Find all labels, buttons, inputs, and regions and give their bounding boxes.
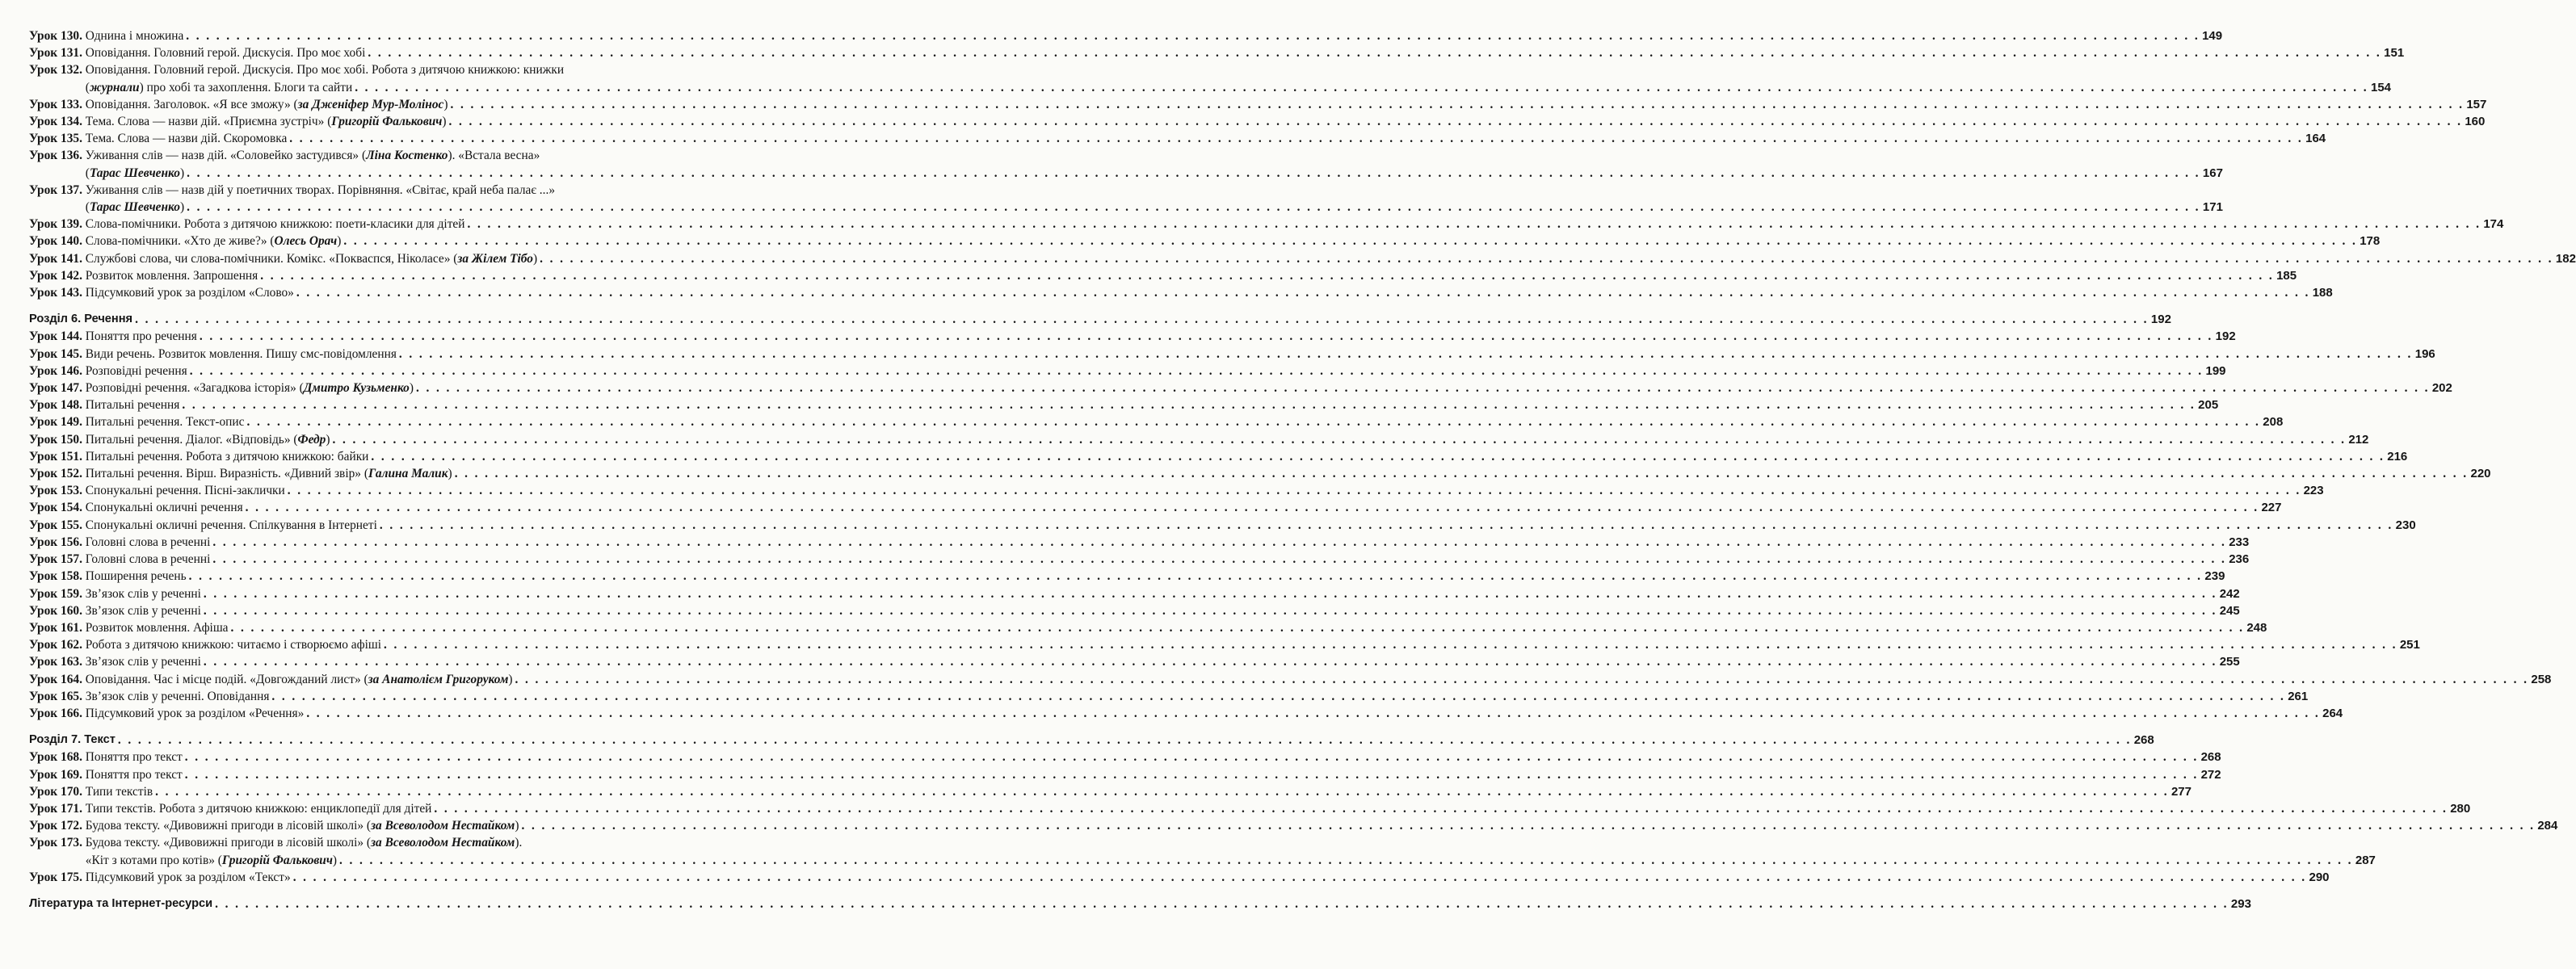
entry-title-line: Будова тексту. «Дивовижні пригоди в лісовій школі» (за Всеволодом Нестайком). [85, 836, 523, 850]
lesson-number: Урок 173. [29, 836, 86, 850]
entry-title-line: Види речень. Розвиток мовлення. Пишу смс-повідомлення [85, 346, 397, 361]
entry-title-line: Питальні речення. Текст-опис [85, 415, 245, 430]
author-name: журнали [89, 80, 140, 94]
section-gap [29, 301, 824, 311]
dot-leader: . . . . . . . . . . . . . . . . . . . . . . . . . . . . . . . . . . . . . . . . . . . . . . . . . . . . . . . . . . . . . . . . . . . . . . . . . . . . . . . . . . . . . . . . . . . . . . . . . . . . . . . . . . . . . . . . . . . . . . . . . . . . . . . . . . . . . . . . . . . . . . . . . . . . . . . . . . . . . . . . . . . . . . . . . . . . . . . . . . . . . . . . . . . . . . . . . . . . . . . . [182, 398, 2196, 413]
toc-entry [29, 766, 2221, 783]
lesson-number: Урок 145. [29, 346, 86, 361]
author-name: Григорій Фалькович [331, 115, 443, 129]
page-number: 290 [2309, 870, 2330, 884]
page-number: 220 [2470, 467, 2491, 481]
page-number: 149 [2202, 29, 2223, 43]
toc-entry [29, 653, 2240, 670]
entry-title-line: Зв’язок слів у реченні [85, 655, 201, 669]
page-number: 178 [2360, 234, 2381, 249]
toc-entry [29, 568, 2225, 585]
entry-title-line: Спонукальні речення. Пісні-заклички [85, 484, 285, 498]
toc-entry [29, 482, 2324, 499]
entry-title-line: Головні слова в реченні [85, 552, 211, 567]
entry-title-line: Питальні речення. Вірш. Виразність. «Дивний звір» (Галина Малик) [85, 467, 452, 481]
dot-leader: . . . . . . . . . . . . . . . . . . . . . . . . . . . . . . . . . . . . . . . . . . . . . . . . . . . . . . . . . . . . . . . . . . . . . . . . . . . . . . . . . . . . . . . . . . . . . . . . . . . . . . . . . . . . . . . . . . . . . . . . . . . . . . . . . . . . . . . . . . . . . . . . . . . . . . . . . . . . . . . . . . . . . . . . . . . . . . . . . . . . . . . . . . . . . . . . . . . . . . . . [416, 381, 2430, 396]
page-number: 174 [2483, 217, 2504, 232]
toc-entry [29, 233, 2381, 250]
dot-leader: . . . . . . . . . . . . . . . . . . . . . . . . . . . . . . . . . . . . . . . . . . . . . . . . . . . . . . . . . . . . . . . . . . . . . . . . . . . . . . . . . . . . . . . . . . . . . . . . . . . . . . . . . . . . . . . . . . . . . . . . . . . . . . . . . . . . . . . . . . . . . . . . . . . . . . . . . . . . . . . . . . . . . . . . . . . . . . . . . . . . . . . . . . . . . . . . . . . . . . . . [135, 313, 2149, 327]
dot-leader: . . . . . . . . . . . . . . . . . . . . . . . . . . . . . . . . . . . . . . . . . . . . . . . . . . . . . . . . . . . . . . . . . . . . . . . . . . . . . . . . . . . . . . . . . . . . . . . . . . . . . . . . . . . . . . . . . . . . . . . . . . . . . . . . . . . . . . . . . . . . . . . . . . . . . . . . . . . . . . . . . . . . . . . . . . . . . . . . . . . . . . . . . . . . . . . . . . . . . . . . [203, 603, 2217, 618]
page-number: 182 [2555, 251, 2576, 266]
page-number: 233 [2229, 535, 2250, 549]
page-number: 157 [2466, 97, 2487, 111]
author-name: Олесь Орач [274, 234, 338, 249]
author-name: Ліна Костенко [366, 149, 448, 163]
dot-leader: . . . . . . . . . . . . . . . . . . . . . . . . . . . . . . . . . . . . . . . . . . . . . . . . . . . . . . . . . . . . . . . . . . . . . . . . . . . . . . . . . . . . . . . . . . . . . . . . . . . . . . . . . . . . . . . . . . . . . . . . . . . . . . . . . . . . . . . . . . . . . . . . . . . . . . . . . . . . . . . . . . . . . . . . . . . . . . . . . . . . . . . . . . . . . . . . . . . . . . . . [339, 853, 2353, 867]
lesson-number: Урок 156. [29, 535, 86, 549]
lesson-number: Урок 165. [29, 689, 86, 703]
entry-title-line: Тема. Слова — назви дій. Скоромовка [85, 132, 288, 146]
dot-leader: . . . . . . . . . . . . . . . . . . . . . . . . . . . . . . . . . . . . . . . . . . . . . . . . . . . . . . . . . . . . . . . . . . . . . . . . . . . . . . . . . . . . . . . . . . . . . . . . . . . . . . . . . . . . . . . . . . . . . . . . . . . . . . . . . . . . . . . . . . . . . . . . . . . . . . . . . . . . . . . . . . . . . . . . . . . . . . . . . . . . . . . . . . . . . . . . . . . . . . . . [434, 801, 2448, 816]
dot-leader: . . . . . . . . . . . . . . . . . . . . . . . . . . . . . . . . . . . . . . . . . . . . . . . . . . . . . . . . . . . . . . . . . . . . . . . . . . . . . . . . . . . . . . . . . . . . . . . . . . . . . . . . . . . . . . . . . . . . . . . . . . . . . . . . . . . . . . . . . . . . . . . . . . . . . . . . . . . . . . . . . . . . . . . . . . . . . . . . . . . . . . . . . . . . . . . . . . . . . . . . [292, 870, 2307, 884]
lesson-number: Урок 134. [29, 115, 86, 129]
page-number: 287 [2355, 853, 2376, 867]
lesson-number: Урок 160. [29, 603, 86, 618]
page-number: 245 [2219, 603, 2240, 618]
entry-title-line: Оповідання. Заголовок. «Я все зможу» (за Дженіфер Мур-Молінос) [85, 97, 448, 111]
entry-title-line: Розповідні речення. «Загадкова історія» (Дмитро Кузьменко) [85, 381, 414, 396]
page-number: 230 [2395, 518, 2416, 532]
author-name: за Дженіфер Мур-Молінос [297, 97, 444, 111]
dot-leader: . . . . . . . . . . . . . . . . . . . . . . . . . . . . . . . . . . . . . . . . . . . . . . . . . . . . . . . . . . . . . . . . . . . . . . . . . . . . . . . . . . . . . . . . . . . . . . . . . . . . . . . . . . . . . . . . . . . . . . . . . . . . . . . . . . . . . . . . . . . . . . . . . . . . . . . . . . . . . . . . . . . . . . . . . . . . . . . . . . . . . . . . . . . . . . . . . . . . . . . . [515, 672, 2529, 686]
entry-title-line: Поняття про текст [85, 767, 183, 782]
dot-leader: . . . . . . . . . . . . . . . . . . . . . . . . . . . . . . . . . . . . . . . . . . . . . . . . . . . . . . . . . . . . . . . . . . . . . . . . . . . . . . . . . . . . . . . . . . . . . . . . . . . . . . . . . . . . . . . . . . . . . . . . . . . . . . . . . . . . . . . . . . . . . . . . . . . . . . . . . . . . . . . . . . . . . . . . . . . . . . . . . . . . . . . . . . . . . . . . . . . . . . . . [189, 363, 2204, 378]
lesson-number: Урок 155. [29, 518, 86, 532]
page-number: 284 [2537, 819, 2558, 833]
page-number: 268 [2200, 750, 2221, 765]
dot-leader: . . . . . . . . . . . . . . . . . . . . . . . . . . . . . . . . . . . . . . . . . . . . . . . . . . . . . . . . . . . . . . . . . . . . . . . . . . . . . . . . . . . . . . . . . . . . . . . . . . . . . . . . . . . . . . . . . . . . . . . . . . . . . . . . . . . . . . . . . . . . . . . . . . . . . . . . . . . . . . . . . . . . . . . . . . . . . . . . . . . . . . . . . . . . . . . . . . . . . . . . [271, 689, 2286, 703]
entry-title-line: Розвиток мовлення. Запрошення [85, 268, 258, 283]
toc-entry [29, 380, 2452, 396]
author-name: за Всеволодом Нестайком [371, 819, 515, 833]
lesson-number: Урок 168. [29, 750, 86, 765]
toc-entry [29, 44, 2405, 61]
entry-title-line: Спонукальні окличні речення [85, 501, 243, 515]
lesson-number: Урок 146. [29, 363, 86, 378]
section-title: Література та Інтернет-ресурси [29, 896, 213, 910]
toc-entry [29, 517, 2416, 534]
page-number: 167 [2202, 166, 2223, 180]
toc-entry [29, 328, 2236, 345]
lesson-number: Урок 136. [29, 149, 86, 163]
lesson-number: Урок 162. [29, 638, 86, 652]
lesson-number: Урок 169. [29, 767, 86, 782]
dot-leader: . . . . . . . . . . . . . . . . . . . . . . . . . . . . . . . . . . . . . . . . . . . . . . . . . . . . . . . . . . . . . . . . . . . . . . . . . . . . . . . . . . . . . . . . . . . . . . . . . . . . . . . . . . . . . . . . . . . . . . . . . . . . . . . . . . . . . . . . . . . . . . . . . . . . . . . . . . . . . . . . . . . . . . . . . . . . . . . . . . . . . . . . . . . . . . . . . . . . . . . . [203, 586, 2217, 601]
entry-title-line: Типи текстів [85, 784, 153, 799]
entry-title-line: Підсумковий урок за розділом «Речення» [85, 706, 305, 720]
lesson-number: Урок 163. [29, 655, 86, 669]
entry-title-line: Типи текстів. Робота з дитячою книжкою: енциклопедії для дітей [85, 801, 432, 816]
toc-entry [29, 783, 2191, 800]
entry-title-line: Будова тексту. «Дивовижні пригоди в лісовій школі» (за Всеволодом Нестайком) [85, 819, 519, 833]
dot-leader: . . . . . . . . . . . . . . . . . . . . . . . . . . . . . . . . . . . . . . . . . . . . . . . . . . . . . . . . . . . . . . . . . . . . . . . . . . . . . . . . . . . . . . . . . . . . . . . . . . . . . . . . . . . . . . . . . . . . . . . . . . . . . . . . . . . . . . . . . . . . . . . . . . . . . . . . . . . . . . . . . . . . . . . . . . . . . . . . . . . . . . . . . . . . . . . . . . . . . . . . [187, 166, 2200, 180]
dot-leader: . . . . . . . . . . . . . . . . . . . . . . . . . . . . . . . . . . . . . . . . . . . . . . . . . . . . . . . . . . . . . . . . . . . . . . . . . . . . . . . . . . . . . . . . . . . . . . . . . . . . . . . . . . . . . . . . . . . . . . . . . . . . . . . . . . . . . . . . . . . . . . . . . . . . . . . . . . . . . . . . . . . . . . . . . . . . . . . . . . . . . . . . . . . . . . . . . . . . . . . . [343, 234, 2358, 249]
page-number: 258 [2531, 672, 2552, 686]
author-name: за Анатолієм Григоруком [368, 672, 509, 686]
entry-title-line: Поняття про текст [85, 750, 183, 765]
author-name: Григорій Фалькович [221, 853, 333, 867]
toc-entry [29, 182, 2223, 216]
toc-entry [29, 619, 2267, 636]
page-number: 272 [2200, 767, 2221, 782]
dot-leader: . . . . . . . . . . . . . . . . . . . . . . . . . . . . . . . . . . . . . . . . . . . . . . . . . . . . . . . . . . . . . . . . . . . . . . . . . . . . . . . . . . . . . . . . . . . . . . . . . . . . . . . . . . . . . . . . . . . . . . . . . . . . . . . . . . . . . . . . . . . . . . . . . . . . . . . . . . . . . . . . . . . . . . . . . . . . . . . . . . . . . . . . . . . . . . . . . . . . . . . . [355, 80, 2368, 94]
toc-entry [29, 284, 2333, 301]
dot-leader: . . . . . . . . . . . . . . . . . . . . . . . . . . . . . . . . . . . . . . . . . . . . . . . . . . . . . . . . . . . . . . . . . . . . . . . . . . . . . . . . . . . . . . . . . . . . . . . . . . . . . . . . . . . . . . . . . . . . . . . . . . . . . . . . . . . . . . . . . . . . . . . . . . . . . . . . . . . . . . . . . . . . . . . . . . . . . . . . . . . . . . . . . . . . . . . . . . . . . . . . [212, 552, 2227, 567]
lesson-number: Урок 154. [29, 501, 86, 515]
entry-title-line: Питальні речення. Робота з дитячою книжкою: байки [85, 449, 369, 464]
entry-title-line: Питальні речення. Діалог. «Відповідь» (Федр) [85, 432, 330, 447]
entry-title-line: Однина і множина [85, 29, 184, 43]
dot-leader: . . . . . . . . . . . . . . . . . . . . . . . . . . . . . . . . . . . . . . . . . . . . . . . . . . . . . . . . . . . . . . . . . . . . . . . . . . . . . . . . . . . . . . . . . . . . . . . . . . . . . . . . . . . . . . . . . . . . . . . . . . . . . . . . . . . . . . . . . . . . . . . . . . . . . . . . . . . . . . . . . . . . . . . . . . . . . . . . . . . . . . . . . . . . . . . . . . . . . . . . [117, 733, 2132, 748]
toc-entry [29, 869, 2330, 886]
lesson-number: Урок 171. [29, 801, 86, 816]
lesson-number: Урок 172. [29, 819, 86, 833]
dot-leader: . . . . . . . . . . . . . . . . . . . . . . . . . . . . . . . . . . . . . . . . . . . . . . . . . . . . . . . . . . . . . . . . . . . . . . . . . . . . . . . . . . . . . . . . . . . . . . . . . . . . . . . . . . . . . . . . . . . . . . . . . . . . . . . . . . . . . . . . . . . . . . . . . . . . . . . . . . . . . . . . . . . . . . . . . . . . . . . . . . . . . . . . . . . . . . . . . . . . . . . . [184, 767, 2199, 782]
page-number: 239 [2204, 569, 2225, 584]
dot-leader: . . . . . . . . . . . . . . . . . . . . . . . . . . . . . . . . . . . . . . . . . . . . . . . . . . . . . . . . . . . . . . . . . . . . . . . . . . . . . . . . . . . . . . . . . . . . . . . . . . . . . . . . . . . . . . . . . . . . . . . . . . . . . . . . . . . . . . . . . . . . . . . . . . . . . . . . . . . . . . . . . . . . . . . . . . . . . . . . . . . . . . . . . . . . . . . . . . . . . . . . [230, 620, 2245, 635]
toc-entry [29, 585, 2240, 602]
lesson-number: Урок 143. [29, 286, 86, 300]
page-number: 264 [2322, 706, 2343, 720]
page-number: 154 [2371, 80, 2392, 94]
toc-entry [29, 61, 2392, 95]
dot-leader: . . . . . . . . . . . . . . . . . . . . . . . . . . . . . . . . . . . . . . . . . . . . . . . . . . . . . . . . . . . . . . . . . . . . . . . . . . . . . . . . . . . . . . . . . . . . . . . . . . . . . . . . . . . . . . . . . . . . . . . . . . . . . . . . . . . . . . . . . . . . . . . . . . . . . . . . . . . . . . . . . . . . . . . . . . . . . . . . . . . . . . . . . . . . . . . . . . . . . . . . [467, 217, 2481, 232]
toc-entry [29, 130, 2326, 147]
page-number: 188 [2312, 286, 2333, 300]
entry-title-line: Поняття про речення [85, 329, 197, 344]
dot-leader: . . . . . . . . . . . . . . . . . . . . . . . . . . . . . . . . . . . . . . . . . . . . . . . . . . . . . . . . . . . . . . . . . . . . . . . . . . . . . . . . . . . . . . . . . . . . . . . . . . . . . . . . . . . . . . . . . . . . . . . . . . . . . . . . . . . . . . . . . . . . . . . . . . . . . . . . . . . . . . . . . . . . . . . . . . . . . . . . . . . . . . . . . . . . . . . . . . . . . . . . [212, 535, 2227, 549]
toc-entry [29, 817, 2558, 834]
lesson-number: Урок 135. [29, 132, 86, 146]
toc-entry [29, 800, 2471, 817]
toc-entry [29, 413, 2284, 430]
entry-title-line: Головні слова в реченні [85, 535, 211, 549]
toc-section-entry [29, 896, 2251, 912]
dot-leader: . . . . . . . . . . . . . . . . . . . . . . . . . . . . . . . . . . . . . . . . . . . . . . . . . . . . . . . . . . . . . . . . . . . . . . . . . . . . . . . . . . . . . . . . . . . . . . . . . . . . . . . . . . . . . . . . . . . . . . . . . . . . . . . . . . . . . . . . . . . . . . . . . . . . . . . . . . . . . . . . . . . . . . . . . . . . . . . . . . . . . . . . . . . . . . . . . . . . . . . . [296, 286, 2310, 300]
page-number: 248 [2246, 620, 2267, 635]
toc-entry [29, 499, 2282, 516]
toc-section-entry [29, 311, 2171, 328]
entry-title-line: Розповідні речення [85, 363, 187, 378]
lesson-number: Урок 151. [29, 449, 86, 464]
toc-entry [29, 267, 2297, 284]
dot-leader: . . . . . . . . . . . . . . . . . . . . . . . . . . . . . . . . . . . . . . . . . . . . . . . . . . . . . . . . . . . . . . . . . . . . . . . . . . . . . . . . . . . . . . . . . . . . . . . . . . . . . . . . . . . . . . . . . . . . . . . . . . . . . . . . . . . . . . . . . . . . . . . . . . . . . . . . . . . . . . . . . . . . . . . . . . . . . . . . . . . . . . . . . . . . . . . . . . . . . . . . [184, 750, 2199, 765]
toc-entry [29, 602, 2240, 619]
page-number: 160 [2465, 115, 2486, 129]
dot-leader: . . . . . . . . . . . . . . . . . . . . . . . . . . . . . . . . . . . . . . . . . . . . . . . . . . . . . . . . . . . . . . . . . . . . . . . . . . . . . . . . . . . . . . . . . . . . . . . . . . . . . . . . . . . . . . . . . . . . . . . . . . . . . . . . . . . . . . . . . . . . . . . . . . . . . . . . . . . . . . . . . . . . . . . . . . . . . . . . . . . . . . . . . . . . . . . . . . . . . . . . [398, 346, 2413, 361]
toc-entry [29, 431, 2369, 448]
entry-title-line: Слова-помічники. Робота з дитячою книжкою: поети-класики для дітей [85, 217, 465, 232]
dot-leader: . . . . . . . . . . . . . . . . . . . . . . . . . . . . . . . . . . . . . . . . . . . . . . . . . . . . . . . . . . . . . . . . . . . . . . . . . . . . . . . . . . . . . . . . . . . . . . . . . . . . . . . . . . . . . . . . . . . . . . . . . . . . . . . . . . . . . . . . . . . . . . . . . . . . . . . . . . . . . . . . . . . . . . . . . . . . . . . . . . . . . . . . . . . . . . . . . . . . . . . . [188, 569, 2203, 584]
section-title: Розділ 7. Текст [29, 733, 116, 747]
toc-entry [29, 749, 2221, 766]
toc-entry [29, 636, 2420, 653]
toc-entry [29, 96, 2487, 113]
dot-leader: . . . . . . . . . . . . . . . . . . . . . . . . . . . . . . . . . . . . . . . . . . . . . . . . . . . . . . . . . . . . . . . . . . . . . . . . . . . . . . . . . . . . . . . . . . . . . . . . . . . . . . . . . . . . . . . . . . . . . . . . . . . . . . . . . . . . . . . . . . . . . . . . . . . . . . . . . . . . . . . . . . . . . . . . . . . . . . . . . . . . . . . . . . . . . . . . . . . . . . . . [203, 655, 2217, 669]
entry-title-line: Зв’язок слів у реченні [85, 586, 201, 601]
entry-title-line: Робота з дитячою книжкою: читаємо і створюємо афіші [85, 638, 381, 652]
lesson-number: Урок 170. [29, 784, 86, 799]
lesson-number: Урок 164. [29, 672, 86, 686]
lesson-number: Урок 132. [29, 63, 86, 78]
dot-leader: . . . . . . . . . . . . . . . . . . . . . . . . . . . . . . . . . . . . . . . . . . . . . . . . . . . . . . . . . . . . . . . . . . . . . . . . . . . . . . . . . . . . . . . . . . . . . . . . . . . . . . . . . . . . . . . . . . . . . . . . . . . . . . . . . . . . . . . . . . . . . . . . . . . . . . . . . . . . . . . . . . . . . . . . . . . . . . . . . . . . . . . . . . . . . . . . . . . . . . . . [199, 329, 2213, 344]
page-number: 255 [2219, 655, 2240, 669]
toc-entry [29, 688, 2309, 705]
page-number: 151 [2384, 46, 2405, 61]
lesson-number: Урок 152. [29, 467, 86, 481]
lesson-number: Урок 149. [29, 415, 86, 430]
toc-entry [29, 834, 2376, 868]
lesson-number: Урок 158. [29, 569, 86, 584]
toc-entry [29, 551, 2250, 568]
page-number: 196 [2414, 346, 2435, 361]
dot-leader: . . . . . . . . . . . . . . . . . . . . . . . . . . . . . . . . . . . . . . . . . . . . . . . . . . . . . . . . . . . . . . . . . . . . . . . . . . . . . . . . . . . . . . . . . . . . . . . . . . . . . . . . . . . . . . . . . . . . . . . . . . . . . . . . . . . . . . . . . . . . . . . . . . . . . . . . . . . . . . . . . . . . . . . . . . . . . . . . . . . . . . . . . . . . . . . . . . . . . . . . [368, 46, 2382, 61]
entry-title-line: Поширення речень [85, 569, 187, 584]
toc-entry [29, 705, 2343, 722]
dot-leader: . . . . . . . . . . . . . . . . . . . . . . . . . . . . . . . . . . . . . . . . . . . . . . . . . . . . . . . . . . . . . . . . . . . . . . . . . . . . . . . . . . . . . . . . . . . . . . . . . . . . . . . . . . . . . . . . . . . . . . . . . . . . . . . . . . . . . . . . . . . . . . . . . . . . . . . . . . . . . . . . . . . . . . . . . . . . . . . . . . . . . . . . . . . . . . . . . . . . . . . . [521, 819, 2536, 833]
lesson-number: Урок 142. [29, 268, 86, 283]
entry-title-line: Питальні речення [85, 398, 180, 413]
dot-leader: . . . . . . . . . . . . . . . . . . . . . . . . . . . . . . . . . . . . . . . . . . . . . . . . . . . . . . . . . . . . . . . . . . . . . . . . . . . . . . . . . . . . . . . . . . . . . . . . . . . . . . . . . . . . . . . . . . . . . . . . . . . . . . . . . . . . . . . . . . . . . . . . . . . . . . . . . . . . . . . . . . . . . . . . . . . . . . . . . . . . . . . . . . . . . . . . . . . . . . . . [332, 432, 2347, 447]
page-number: 216 [2387, 449, 2408, 464]
entry-title-line: Службові слова, чи слова-помічники. Комікс. «Покваспся, Ніколасе» (за Жілем Тібо) [85, 251, 538, 266]
entry-title-line: Оповідання. Головний герой. Дискусія. Про моє хобі [85, 46, 366, 61]
dot-leader: . . . . . . . . . . . . . . . . . . . . . . . . . . . . . . . . . . . . . . . . . . . . . . . . . . . . . . . . . . . . . . . . . . . . . . . . . . . . . . . . . . . . . . . . . . . . . . . . . . . . . . . . . . . . . . . . . . . . . . . . . . . . . . . . . . . . . . . . . . . . . . . . . . . . . . . . . . . . . . . . . . . . . . . . . . . . . . . . . . . . . . . . . . . . . . . . . . . . . . . . [454, 467, 2469, 481]
author-name: Дмитро Кузьменко [303, 381, 410, 396]
entry-title-line: Слова-помічники. «Хто де живе?» (Олесь Орач) [85, 234, 342, 249]
lesson-number: Урок 175. [29, 870, 86, 884]
lesson-number: Урок 140. [29, 234, 86, 249]
page-number: 171 [2202, 200, 2223, 215]
toc-entry [29, 147, 2223, 181]
dot-leader: . . . . . . . . . . . . . . . . . . . . . . . . . . . . . . . . . . . . . . . . . . . . . . . . . . . . . . . . . . . . . . . . . . . . . . . . . . . . . . . . . . . . . . . . . . . . . . . . . . . . . . . . . . . . . . . . . . . . . . . . . . . . . . . . . . . . . . . . . . . . . . . . . . . . . . . . . . . . . . . . . . . . . . . . . . . . . . . . . . . . . . . . . . . . . . . . . . . . . . . . [245, 501, 2259, 515]
lesson-number: Урок 137. [29, 182, 86, 197]
entry-title-line: Оповідання. Час і місце подій. «Довгожданий лист» (за Анатолієм Григоруком) [85, 672, 513, 686]
page-number: 227 [2261, 501, 2282, 515]
entry-title-line: (Тарас Шевченко) [85, 166, 185, 180]
entry-title-line: Підсумковий урок за розділом «Текст» [85, 870, 291, 884]
toc-entry [29, 216, 2504, 233]
page-number: 280 [2450, 801, 2471, 816]
page-number: 293 [2230, 896, 2251, 911]
entry-title-line: Спонукальні окличні речення. Спілкування в Інтернеті [85, 518, 377, 532]
toc-entry [29, 346, 2435, 363]
dot-leader: . . . . . . . . . . . . . . . . . . . . . . . . . . . . . . . . . . . . . . . . . . . . . . . . . . . . . . . . . . . . . . . . . . . . . . . . . . . . . . . . . . . . . . . . . . . . . . . . . . . . . . . . . . . . . . . . . . . . . . . . . . . . . . . . . . . . . . . . . . . . . . . . . . . . . . . . . . . . . . . . . . . . . . . . . . . . . . . . . . . . . . . . . . . . . . . . . . . . . . . . [246, 415, 2261, 430]
page-number: 185 [2276, 268, 2297, 283]
toc-entry [29, 27, 2223, 44]
lesson-number: Урок 141. [29, 251, 86, 266]
author-name: за Жілем Тібо [457, 251, 533, 266]
entry-title-line: Уживання слів — назв дій. «Соловейко застудився» (Ліна Костенко). «Встала весна» [85, 149, 540, 163]
lesson-number: Урок 133. [29, 97, 86, 111]
page-number: 208 [2263, 415, 2284, 430]
lesson-number: Урок 153. [29, 484, 86, 498]
section-title: Розділ 6. Речення [29, 313, 133, 326]
lesson-number: Урок 148. [29, 398, 86, 413]
dot-leader: . . . . . . . . . . . . . . . . . . . . . . . . . . . . . . . . . . . . . . . . . . . . . . . . . . . . . . . . . . . . . . . . . . . . . . . . . . . . . . . . . . . . . . . . . . . . . . . . . . . . . . . . . . . . . . . . . . . . . . . . . . . . . . . . . . . . . . . . . . . . . . . . . . . . . . . . . . . . . . . . . . . . . . . . . . . . . . . . . . . . . . . . . . . . . . . . . . . . . . . . [540, 251, 2553, 266]
page-number: 212 [2348, 432, 2369, 447]
lesson-number: Урок 157. [29, 552, 86, 567]
page-number: 199 [2205, 363, 2226, 378]
lesson-number: Урок 161. [29, 620, 86, 635]
toc-entry [29, 448, 2408, 465]
lesson-number: Урок 166. [29, 706, 86, 720]
dot-leader: . . . . . . . . . . . . . . . . . . . . . . . . . . . . . . . . . . . . . . . . . . . . . . . . . . . . . . . . . . . . . . . . . . . . . . . . . . . . . . . . . . . . . . . . . . . . . . . . . . . . . . . . . . . . . . . . . . . . . . . . . . . . . . . . . . . . . . . . . . . . . . . . . . . . . . . . . . . . . . . . . . . . . . . . . . . . . . . . . . . . . . . . . . . . . . . . . . . . . . . . [289, 132, 2304, 146]
lesson-number: Урок 147. [29, 381, 86, 396]
entry-title-line: Тема. Слова — назви дій. «Приємна зустріч» (Григорій Фалькович) [85, 115, 447, 129]
dot-leader: . . . . . . . . . . . . . . . . . . . . . . . . . . . . . . . . . . . . . . . . . . . . . . . . . . . . . . . . . . . . . . . . . . . . . . . . . . . . . . . . . . . . . . . . . . . . . . . . . . . . . . . . . . . . . . . . . . . . . . . . . . . . . . . . . . . . . . . . . . . . . . . . . . . . . . . . . . . . . . . . . . . . . . . . . . . . . . . . . . . . . . . . . . . . . . . . . . . . . . . . [186, 29, 2200, 43]
dot-leader: . . . . . . . . . . . . . . . . . . . . . . . . . . . . . . . . . . . . . . . . . . . . . . . . . . . . . . . . . . . . . . . . . . . . . . . . . . . . . . . . . . . . . . . . . . . . . . . . . . . . . . . . . . . . . . . . . . . . . . . . . . . . . . . . . . . . . . . . . . . . . . . . . . . . . . . . . . . . . . . . . . . . . . . . . . . . . . . . . . . . . . . . . . . . . . . . . . . . . . . . [448, 115, 2463, 129]
page-number: 277 [2170, 784, 2191, 799]
toc-entry [29, 250, 2576, 267]
section-gap [29, 722, 824, 732]
lesson-number: Урок 131. [29, 46, 86, 61]
dot-leader: . . . . . . . . . . . . . . . . . . . . . . . . . . . . . . . . . . . . . . . . . . . . . . . . . . . . . . . . . . . . . . . . . . . . . . . . . . . . . . . . . . . . . . . . . . . . . . . . . . . . . . . . . . . . . . . . . . . . . . . . . . . . . . . . . . . . . . . . . . . . . . . . . . . . . . . . . . . . . . . . . . . . . . . . . . . . . . . . . . . . . . . . . . . . . . . . . . . . . . . . [215, 896, 2229, 911]
lesson-number: Урок 150. [29, 432, 86, 447]
lesson-number: Урок 159. [29, 586, 86, 601]
entry-title-line: Оповідання. Головний герой. Дискусія. Про моє хобі. Робота з дитячою книжкою: книжки [85, 63, 565, 78]
dot-leader: . . . . . . . . . . . . . . . . . . . . . . . . . . . . . . . . . . . . . . . . . . . . . . . . . . . . . . . . . . . . . . . . . . . . . . . . . . . . . . . . . . . . . . . . . . . . . . . . . . . . . . . . . . . . . . . . . . . . . . . . . . . . . . . . . . . . . . . . . . . . . . . . . . . . . . . . . . . . . . . . . . . . . . . . . . . . . . . . . . . . . . . . . . . . . . . . . . . . . . . . [287, 484, 2301, 498]
author-name: Тарас Шевченко [89, 200, 180, 215]
entry-title-line: Зв’язок слів у реченні. Оповідання [85, 689, 270, 703]
page-number: 192 [2215, 329, 2236, 344]
dot-leader: . . . . . . . . . . . . . . . . . . . . . . . . . . . . . . . . . . . . . . . . . . . . . . . . . . . . . . . . . . . . . . . . . . . . . . . . . . . . . . . . . . . . . . . . . . . . . . . . . . . . . . . . . . . . . . . . . . . . . . . . . . . . . . . . . . . . . . . . . . . . . . . . . . . . . . . . . . . . . . . . . . . . . . . . . . . . . . . . . . . . . . . . . . . . . . . . . . . . . . . . [187, 200, 2200, 215]
entry-title-line: «Кіт з котами про котів» (Григорій Фалькович) [85, 853, 338, 867]
section-gap [29, 886, 824, 896]
page-number: 164 [2305, 132, 2326, 146]
dot-leader: . . . . . . . . . . . . . . . . . . . . . . . . . . . . . . . . . . . . . . . . . . . . . . . . . . . . . . . . . . . . . . . . . . . . . . . . . . . . . . . . . . . . . . . . . . . . . . . . . . . . . . . . . . . . . . . . . . . . . . . . . . . . . . . . . . . . . . . . . . . . . . . . . . . . . . . . . . . . . . . . . . . . . . . . . . . . . . . . . . . . . . . . . . . . . . . . . . . . . . . . [379, 518, 2393, 532]
toc-entry [29, 113, 2486, 130]
author-name: за Всеволодом Нестайком [371, 836, 515, 850]
author-name: Галина Малик [368, 467, 448, 481]
toc-entry [29, 671, 2552, 688]
dot-leader: . . . . . . . . . . . . . . . . . . . . . . . . . . . . . . . . . . . . . . . . . . . . . . . . . . . . . . . . . . . . . . . . . . . . . . . . . . . . . . . . . . . . . . . . . . . . . . . . . . . . . . . . . . . . . . . . . . . . . . . . . . . . . . . . . . . . . . . . . . . . . . . . . . . . . . . . . . . . . . . . . . . . . . . . . . . . . . . . . . . . . . . . . . . . . . . . . . . . . . . . [450, 97, 2465, 111]
dot-leader: . . . . . . . . . . . . . . . . . . . . . . . . . . . . . . . . . . . . . . . . . . . . . . . . . . . . . . . . . . . . . . . . . . . . . . . . . . . . . . . . . . . . . . . . . . . . . . . . . . . . . . . . . . . . . . . . . . . . . . . . . . . . . . . . . . . . . . . . . . . . . . . . . . . . . . . . . . . . . . . . . . . . . . . . . . . . . . . . . . . . . . . . . . . . . . . . . . . . . . . . [371, 449, 2385, 464]
toc-entry [29, 396, 2219, 413]
entry-title-line: Підсумковий урок за розділом «Слово» [85, 286, 294, 300]
toc-section-entry [29, 732, 2154, 749]
entry-title-line: Зв’язок слів у реченні [85, 603, 201, 618]
page-number: 236 [2229, 552, 2250, 567]
dot-leader: . . . . . . . . . . . . . . . . . . . . . . . . . . . . . . . . . . . . . . . . . . . . . . . . . . . . . . . . . . . . . . . . . . . . . . . . . . . . . . . . . . . . . . . . . . . . . . . . . . . . . . . . . . . . . . . . . . . . . . . . . . . . . . . . . . . . . . . . . . . . . . . . . . . . . . . . . . . . . . . . . . . . . . . . . . . . . . . . . . . . . . . . . . . . . . . . . . . . . . . . [260, 268, 2275, 283]
page-number: 192 [2150, 313, 2171, 327]
page-number: 242 [2219, 586, 2240, 601]
table-of-contents [29, 27, 2576, 912]
lesson-number: Урок 139. [29, 217, 86, 232]
toc-entry [29, 465, 2491, 482]
author-name: Федр [297, 432, 326, 447]
entry-title-line: Уживання слів — назв дій у поетичних творах. Порівняння. «Світає, край неба палає ...» [85, 182, 556, 197]
toc-entry [29, 363, 2226, 380]
dot-leader: . . . . . . . . . . . . . . . . . . . . . . . . . . . . . . . . . . . . . . . . . . . . . . . . . . . . . . . . . . . . . . . . . . . . . . . . . . . . . . . . . . . . . . . . . . . . . . . . . . . . . . . . . . . . . . . . . . . . . . . . . . . . . . . . . . . . . . . . . . . . . . . . . . . . . . . . . . . . . . . . . . . . . . . . . . . . . . . . . . . . . . . . . . . . . . . . . . . . . . . . [155, 784, 2169, 799]
entry-title-line: (журнали) про хобі та захоплення. Блоги та сайти [85, 80, 353, 94]
entry-title-line: Розвиток мовлення. Афіша [85, 620, 229, 635]
page-number: 261 [2288, 689, 2309, 703]
dot-leader: . . . . . . . . . . . . . . . . . . . . . . . . . . . . . . . . . . . . . . . . . . . . . . . . . . . . . . . . . . . . . . . . . . . . . . . . . . . . . . . . . . . . . . . . . . . . . . . . . . . . . . . . . . . . . . . . . . . . . . . . . . . . . . . . . . . . . . . . . . . . . . . . . . . . . . . . . . . . . . . . . . . . . . . . . . . . . . . . . . . . . . . . . . . . . . . . . . . . . . . . [306, 706, 2321, 720]
page-number: 223 [2303, 484, 2324, 498]
dot-leader: . . . . . . . . . . . . . . . . . . . . . . . . . . . . . . . . . . . . . . . . . . . . . . . . . . . . . . . . . . . . . . . . . . . . . . . . . . . . . . . . . . . . . . . . . . . . . . . . . . . . . . . . . . . . . . . . . . . . . . . . . . . . . . . . . . . . . . . . . . . . . . . . . . . . . . . . . . . . . . . . . . . . . . . . . . . . . . . . . . . . . . . . . . . . . . . . . . . . . . . . [384, 638, 2397, 652]
page-number: 202 [2431, 381, 2452, 396]
page-number: 268 [2133, 733, 2154, 748]
lesson-number: Урок 144. [29, 329, 86, 344]
entry-title-line: (Тарас Шевченко) [85, 200, 185, 215]
author-name: Тарас Шевченко [89, 166, 180, 180]
lesson-number: Урок 130. [29, 29, 86, 43]
toc-entry [29, 534, 2250, 551]
page-number: 205 [2198, 398, 2219, 413]
page-number: 251 [2399, 638, 2420, 652]
